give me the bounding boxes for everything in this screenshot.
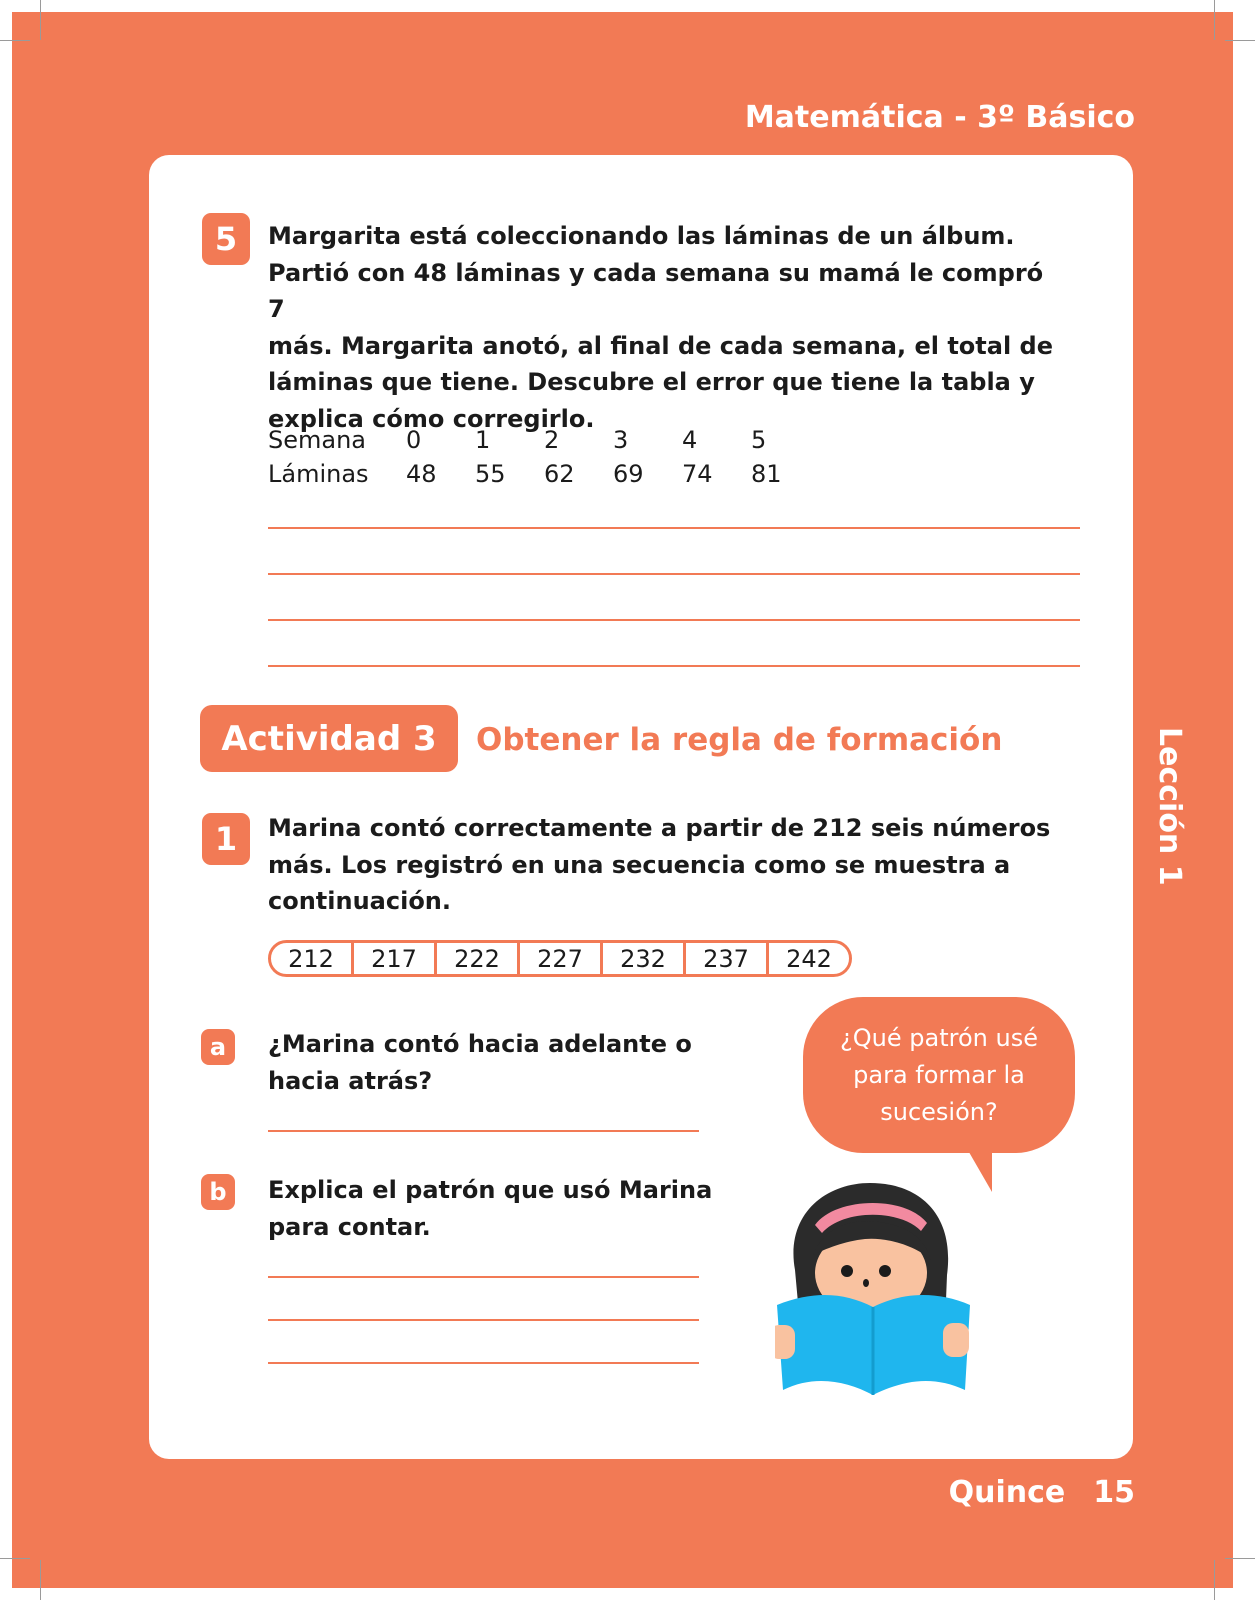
answer-line[interactable] <box>268 1276 699 1278</box>
activity-title: Obtener la regla de formación <box>476 722 1003 758</box>
text-line: Partió con 48 láminas y cada semana su mamá le compró 7 <box>268 258 1044 323</box>
sequence-cell: 217 <box>354 943 437 974</box>
text-line: ¿Marina contó hacia adelante o <box>268 1030 692 1058</box>
crop-mark <box>1225 40 1255 41</box>
sequence-cell: 222 <box>437 943 520 974</box>
text-line: hacia atrás? <box>268 1066 433 1095</box>
text-line: Margarita está coleccionando las láminas de un álbum. <box>268 222 1015 250</box>
activity-label: Actividad 3 <box>200 705 458 772</box>
table-cell: 4 <box>682 426 698 454</box>
sequence-cell: 212 <box>271 943 354 974</box>
sequence-cell: 227 <box>520 943 603 974</box>
part-a-text <box>268 1026 738 1099</box>
right-hand <box>943 1323 969 1357</box>
answer-line[interactable] <box>268 573 1080 575</box>
answer-line[interactable] <box>268 1362 699 1364</box>
question-number-badge: 5 <box>202 213 250 265</box>
answer-line[interactable] <box>268 665 1080 667</box>
sequence-cell: 242 <box>786 944 832 973</box>
table-cell: 69 <box>613 460 644 488</box>
question-number-badge: 1 <box>202 813 250 865</box>
table-cell: 0 <box>406 426 422 454</box>
sequence-cell: 232 <box>603 943 686 974</box>
table-row <box>268 459 791 493</box>
side-lesson-tab <box>1147 727 1187 886</box>
question-5-text <box>268 218 1068 437</box>
speech-bubble <box>803 997 1075 1153</box>
girl-reading-illustration <box>775 1175 975 1405</box>
part-letter-badge: b <box>201 1174 235 1210</box>
crop-mark <box>0 40 30 41</box>
answer-line[interactable] <box>268 527 1080 529</box>
answer-line[interactable] <box>268 1130 699 1132</box>
table-cell: 2 <box>544 426 560 454</box>
left-hand <box>775 1325 795 1359</box>
text-line: más. Margarita anotó, al final de cada semana, el total de <box>268 331 1053 360</box>
table-cell: 5 <box>751 426 767 454</box>
text-line: Marina contó correctamente a partir de 212 seis números <box>268 814 1051 842</box>
text-line: continuación. <box>268 887 452 915</box>
question-1-text <box>268 810 1068 920</box>
text-line: láminas que tiene. Descubre el error que tiene la tabla y <box>268 368 1035 396</box>
sequence-cell: 237 <box>686 943 769 974</box>
mouth <box>863 1279 869 1287</box>
table-cell: 62 <box>544 460 575 488</box>
side-lesson-label: Lección 1 <box>1152 727 1187 886</box>
answer-line[interactable] <box>268 1319 699 1321</box>
right-eye <box>879 1265 891 1277</box>
text-line: explica cómo corregirlo. <box>268 404 595 433</box>
answer-line[interactable] <box>268 619 1080 621</box>
left-eye <box>841 1265 853 1277</box>
crop-mark <box>1225 1558 1255 1559</box>
speech-line: sucesión? <box>880 1097 998 1126</box>
table-cell: 48 <box>406 460 437 488</box>
table-cell: 74 <box>682 460 713 488</box>
text-line: para contar. <box>268 1212 431 1241</box>
table-cell: 1 <box>475 426 491 454</box>
weeks-table <box>268 425 791 493</box>
table-cell: 55 <box>475 460 506 488</box>
part-b-text <box>268 1172 738 1245</box>
speech-line: para formar la <box>853 1060 1025 1089</box>
crop-mark <box>40 0 41 40</box>
footer-page-word: Quince <box>948 1475 1066 1510</box>
number-sequence <box>268 940 852 977</box>
row-label: Láminas <box>268 460 369 488</box>
crop-mark <box>1214 1560 1215 1600</box>
text-line: Explica el patrón que usó Marina <box>268 1176 713 1204</box>
part-letter-badge: a <box>201 1029 235 1065</box>
footer-page-number: 15 <box>1093 1475 1135 1510</box>
header-subject: Matemática - 3º Básico <box>744 100 1135 135</box>
crop-mark <box>40 1560 41 1600</box>
crop-mark <box>1214 0 1215 40</box>
table-row <box>268 425 791 459</box>
page-footer <box>949 1475 1135 1510</box>
crop-mark <box>0 1558 30 1559</box>
table-cell: 3 <box>613 426 629 454</box>
speech-line: ¿Qué patrón usé <box>840 1023 1038 1052</box>
row-label: Semana <box>268 426 367 454</box>
table-cell: 81 <box>751 460 782 488</box>
text-line: más. Los registró en una secuencia como se muestra a <box>268 850 1011 879</box>
